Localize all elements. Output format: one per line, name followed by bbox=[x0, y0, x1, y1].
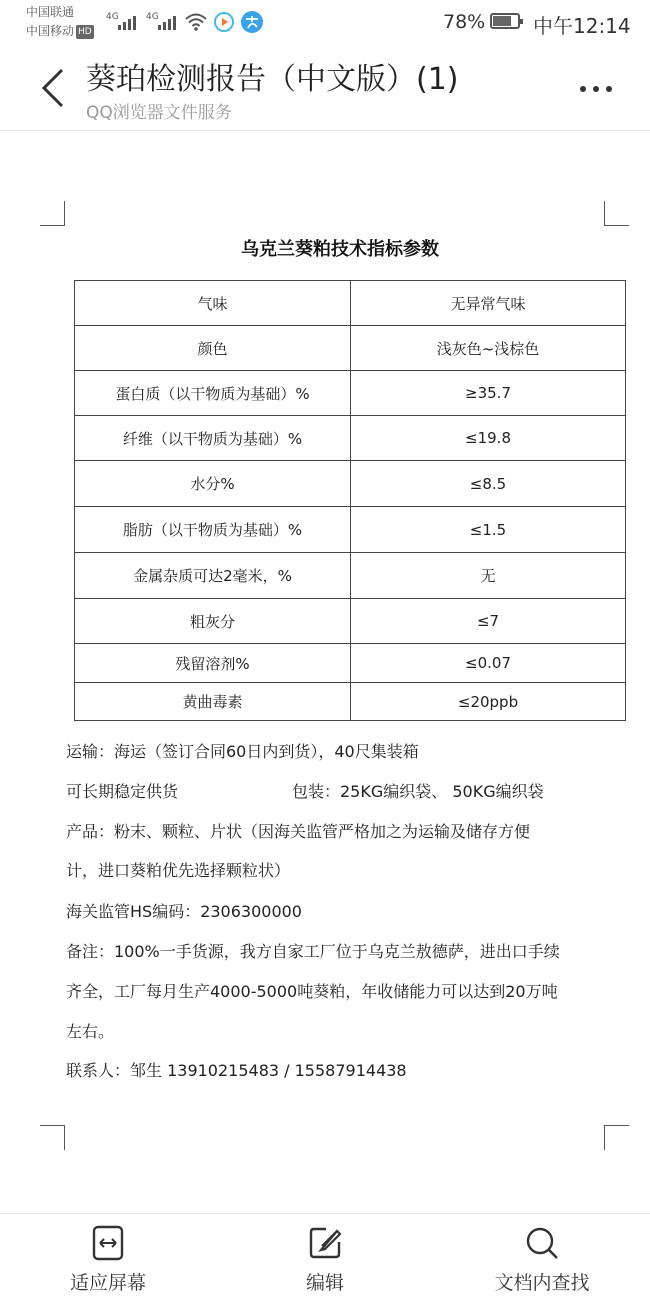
edit-icon bbox=[306, 1224, 344, 1262]
packaging-text: 包装：25KG编织袋、 50KG编织袋 bbox=[292, 782, 544, 801]
value-cell: ≤7 bbox=[351, 599, 626, 644]
network-type-1: 4G bbox=[106, 12, 119, 22]
param-cell: 黄曲毒素 bbox=[75, 683, 351, 721]
product-text-line-2: 计，进口葵粕优先选择颗粒状） bbox=[66, 861, 291, 880]
clock: 中午12:14 bbox=[533, 14, 631, 38]
fit-screen-button[interactable] bbox=[28, 1214, 188, 1301]
find-in-document-button[interactable] bbox=[462, 1214, 622, 1301]
value-cell: ≤19.8 bbox=[351, 416, 626, 461]
product-text-line-1: 产品：粉末、颗粒、片状（因海关监管严格加之为运输及储存方便 bbox=[66, 822, 531, 841]
remark-text-line-1: 备注：100%一手货源，我方自家工厂位于乌克兰敖德萨，进出口手续 bbox=[66, 942, 560, 961]
spec-table bbox=[74, 280, 626, 721]
carrier-1: 中国联通 bbox=[26, 5, 75, 19]
param-cell: 粗灰分 bbox=[75, 599, 351, 644]
value-cell: 浅灰色~浅棕色 bbox=[351, 326, 626, 371]
param-cell: 气味 bbox=[75, 281, 351, 326]
param-cell: 金属杂质可达2毫米，% bbox=[75, 553, 351, 599]
carrier-2-label: 中国移动 bbox=[26, 24, 75, 38]
battery-percent: 78% bbox=[443, 11, 486, 33]
carrier-2 bbox=[26, 24, 94, 39]
param-cell: 水分% bbox=[75, 461, 351, 507]
contact-text: 联系人：邹生 13910215483 / 15587914438 bbox=[66, 1061, 407, 1080]
value-cell: ≤20ppb bbox=[351, 683, 626, 721]
page-subtitle: QQ浏览器文件服务 bbox=[86, 103, 232, 123]
value-cell: 无异常气味 bbox=[351, 281, 626, 326]
param-cell: 蛋白质（以干物质为基础）% bbox=[75, 371, 351, 416]
battery-icon bbox=[490, 13, 520, 29]
search-icon bbox=[523, 1224, 561, 1262]
fit-screen-icon bbox=[89, 1224, 127, 1262]
value-cell: ≥35.7 bbox=[351, 371, 626, 416]
status-bar bbox=[0, 0, 650, 44]
wifi-icon bbox=[184, 10, 208, 34]
hd-badge: HD bbox=[78, 27, 92, 37]
document-view[interactable] bbox=[0, 131, 650, 1213]
value-cell: ≤1.5 bbox=[351, 507, 626, 553]
param-cell: 脂肪（以干物质为基础）% bbox=[75, 507, 351, 553]
page-corner-mark bbox=[40, 201, 65, 226]
table-row bbox=[75, 371, 626, 416]
more-options-icon[interactable] bbox=[580, 82, 620, 96]
param-cell: 纤维（以干物质为基础）% bbox=[75, 416, 351, 461]
fit-screen-label: 适应屏幕 bbox=[69, 1272, 146, 1294]
edit-label: 编辑 bbox=[305, 1272, 344, 1294]
page-corner-mark bbox=[604, 1125, 629, 1150]
page-title: 葵珀检测报告（中文版）(1) bbox=[86, 62, 459, 97]
param-cell: 颜色 bbox=[75, 326, 351, 371]
battery-fill bbox=[493, 16, 511, 26]
value-cell: ≤8.5 bbox=[351, 461, 626, 507]
remark-text-line-2: 齐全，工厂每月生产4000-5000吨葵粕，年收储能力可以达到20万吨 bbox=[66, 982, 558, 1001]
remark-text-line-3: 左右。 bbox=[66, 1022, 115, 1041]
page-corner-mark bbox=[40, 1125, 65, 1150]
hs-code-text: 海关监管HS编码：2306300000 bbox=[66, 902, 302, 921]
table-row bbox=[75, 553, 626, 599]
shipping-text: 运输：海运（签订合同60日内到货），40尺集装箱 bbox=[66, 742, 419, 761]
table-row bbox=[75, 599, 626, 644]
table-row bbox=[75, 326, 626, 371]
signal-strength-icon-2 bbox=[158, 14, 176, 30]
document-title: 乌克兰葵粕技术指标参数 bbox=[241, 239, 439, 260]
table-row bbox=[75, 461, 626, 507]
network-type-2: 4G bbox=[146, 12, 159, 22]
page-corner-mark bbox=[604, 201, 629, 226]
table-row bbox=[75, 416, 626, 461]
supply-text: 可长期稳定供货 bbox=[66, 782, 179, 801]
value-cell: 无 bbox=[351, 553, 626, 599]
video-app-icon bbox=[212, 10, 236, 34]
signal-strength-icon bbox=[118, 14, 136, 30]
alipay-icon bbox=[240, 10, 264, 34]
table-row bbox=[75, 507, 626, 553]
value-cell: ≤0.07 bbox=[351, 644, 626, 683]
title-bar bbox=[0, 44, 650, 131]
table-row bbox=[75, 644, 626, 683]
table-row bbox=[75, 683, 626, 721]
table-row bbox=[75, 281, 626, 326]
param-cell: 残留溶剂% bbox=[75, 644, 351, 683]
find-in-document-label: 文档内查找 bbox=[494, 1272, 590, 1294]
bottom-toolbar bbox=[0, 1213, 650, 1301]
edit-button[interactable] bbox=[245, 1214, 405, 1301]
back-arrow-icon[interactable] bbox=[36, 66, 70, 110]
